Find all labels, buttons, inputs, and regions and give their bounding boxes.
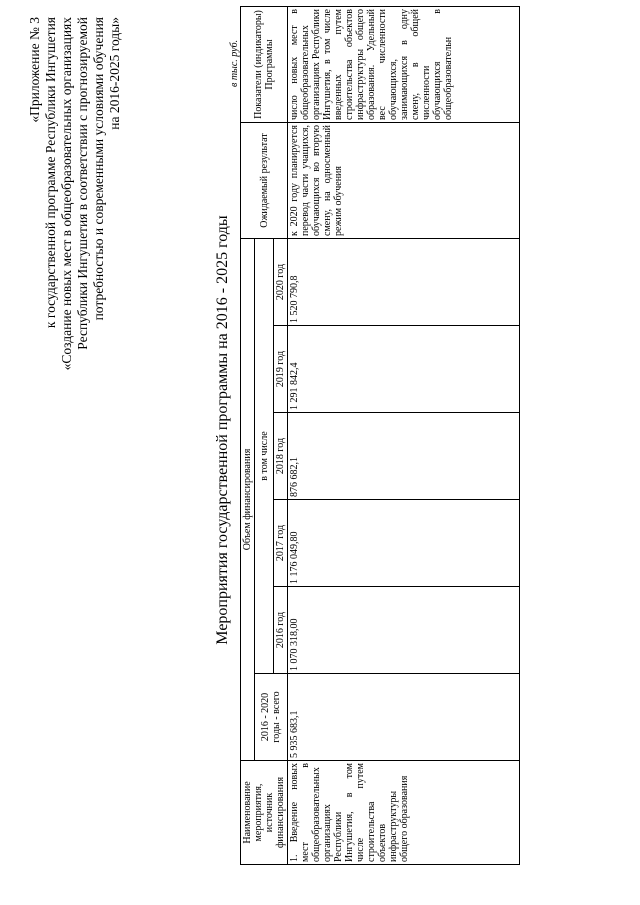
header-line: на 2016-2025 годы»: [107, 17, 122, 130]
cell-2020: 1 520 790,8: [288, 239, 520, 326]
header-year-2016: 2016 год: [274, 587, 288, 674]
header-line: «Создание новых мест в общеобразовательных организациях: [59, 17, 74, 371]
header-name: Наименование мероприятия, источник финансирования: [241, 761, 288, 865]
header-year-2019: 2019 год: [274, 326, 288, 413]
program-activities-table: [240, 6, 520, 865]
cell-2017: 1 176 049,80: [288, 500, 520, 587]
cell-indicators: число новых мест в общеобразовательных организациях Республики Ингушетия, в том числе введенных путем строительства объектов инфраструктуры общего образования. Удельный вес численности обучающихся, занимающихся в одну смену, в общей численности обучающихся в общеобразовательн: [288, 7, 520, 123]
table-row: [288, 7, 520, 865]
header-including: в том числе: [255, 239, 274, 674]
header-line: потребностью и современными условиями обучения: [91, 17, 106, 321]
header-year-2020: 2020 год: [274, 239, 288, 326]
cell-total: 5 935 683,1: [288, 674, 520, 761]
cell-activity-name: 1. Введение новых мест в общеобразовательных организациях Республики Ингушетия, в том числе путем строительства объектов инфраструктуры общего образования: [288, 761, 520, 865]
header-funding: Объем финансирования: [241, 239, 255, 761]
header-line: к государственной программе Республики Ингушетия: [43, 17, 58, 329]
cell-2016: 1 070 318,00: [288, 587, 520, 674]
header-total: [255, 674, 288, 761]
document-title: Мероприятия государственной программы на 2016 - 2025 годы: [214, 215, 231, 645]
header-result: Ожидаемый результат: [241, 123, 288, 239]
header-total-years: 2016 - 2020: [260, 692, 271, 742]
header-line: Республики Ингушетия в соответствии с прогнозируемой: [75, 17, 90, 350]
header-total-label: годы - всего: [271, 691, 282, 743]
unit-note: в тыс. руб.: [229, 39, 240, 87]
cell-2019: 1 291 842,4: [288, 326, 520, 413]
header-indicators: Показатели (индикаторы) Программы: [241, 7, 288, 123]
header-year-2018: 2018 год: [274, 413, 288, 500]
header-line: «Приложение № 3: [27, 17, 42, 123]
header-row: [241, 7, 255, 865]
cell-expected-result: к 2020 году планируется перевод части учащихся, обучающихся во вторую смену, на односменный режим обучения: [288, 123, 520, 239]
appendix-header: [27, 17, 123, 905]
cell-2018: 876 682,1: [288, 413, 520, 500]
header-year-2017: 2017 год: [274, 500, 288, 587]
